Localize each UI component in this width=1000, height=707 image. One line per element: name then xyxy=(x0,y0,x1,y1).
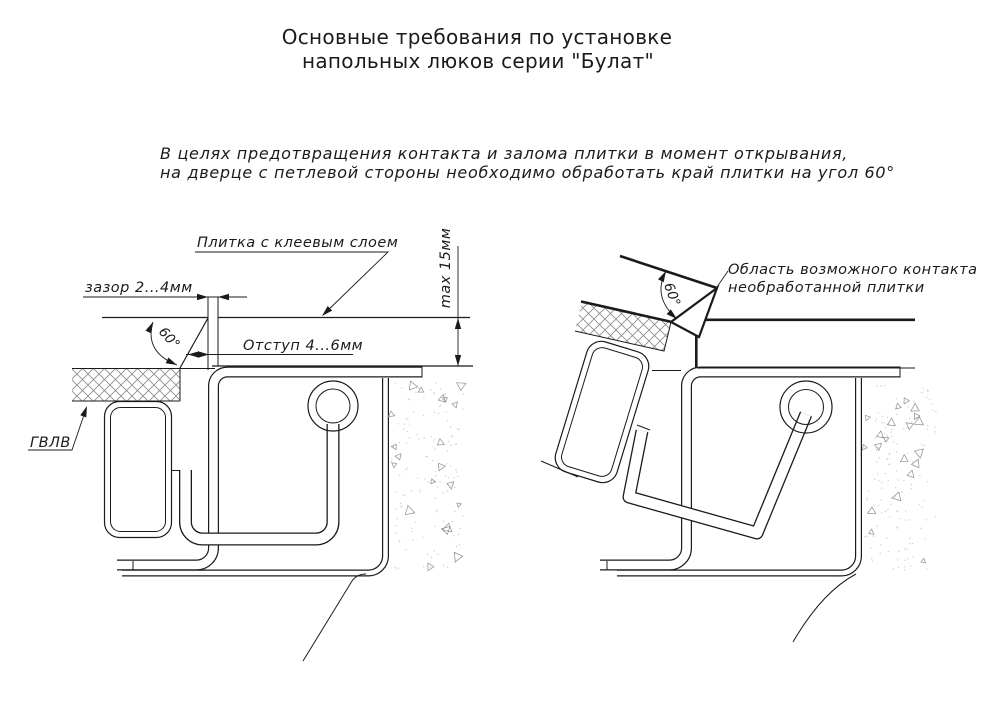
hinge-arm-inner xyxy=(186,424,334,539)
frame-wall-profile-right-inner xyxy=(617,378,859,573)
dim-max15-arrow-top xyxy=(455,318,461,329)
label-offset: Отступ 4...6мм xyxy=(243,338,364,354)
break-line-right xyxy=(793,574,856,642)
hinge-pivot-inner xyxy=(316,389,350,423)
concrete-texture-right xyxy=(860,385,936,571)
label-gap: зазор 2...4мм xyxy=(85,280,193,296)
label-gvl-arrow xyxy=(80,405,90,418)
label-contact-leader xyxy=(717,271,728,287)
label-contact-line2: необработанной плитки xyxy=(728,280,925,296)
hinge-arm xyxy=(186,424,334,539)
gvl-board-hatch xyxy=(72,368,180,401)
label-angle-left: 60° xyxy=(155,324,183,353)
frame-wall-profile-right xyxy=(617,378,859,573)
page-title-line2: напольных люков серии "Булат" xyxy=(301,49,655,73)
label-tile-leader xyxy=(195,252,388,315)
note-line2: на дверце с петлевой стороны необходимо обработать край плитки на угол 60° xyxy=(160,163,895,182)
dim-angle-arrow-bottom xyxy=(166,357,179,367)
dim-offset-arrow-right xyxy=(198,351,209,357)
label-angle-right: 60° xyxy=(660,280,684,309)
label-contact-line1: Область возможного контакта xyxy=(728,262,978,278)
left-view-closed-hatch xyxy=(28,228,473,661)
door-tube-outer xyxy=(105,402,172,538)
page-title-line1: Основные требования по установке xyxy=(281,25,673,49)
open-door-gvl-hatch xyxy=(575,302,671,351)
dim-gap-arrow-right xyxy=(218,294,229,300)
dim-max15-arrow-bottom xyxy=(455,355,461,366)
break-line-left xyxy=(303,574,366,661)
dim-gap-arrow-left xyxy=(197,294,208,300)
label-gvl: ГВЛВ xyxy=(30,435,71,451)
door-tube-inner xyxy=(111,408,166,532)
dim-angle-arrow-top xyxy=(145,321,155,334)
tile-bevel-60 xyxy=(180,318,208,368)
label-tile: Плитка с клеевым слоем xyxy=(197,235,399,251)
right-view-open-hatch xyxy=(541,256,978,642)
dim-offset-arrow-left xyxy=(188,351,199,357)
label-max15: max 15мм xyxy=(438,227,454,309)
note-line1: В целях предотвращения контакта и залома плитки в момент открывания, xyxy=(160,144,849,163)
door-bracket-step-right xyxy=(637,425,650,430)
concrete-texture-left xyxy=(388,379,465,572)
